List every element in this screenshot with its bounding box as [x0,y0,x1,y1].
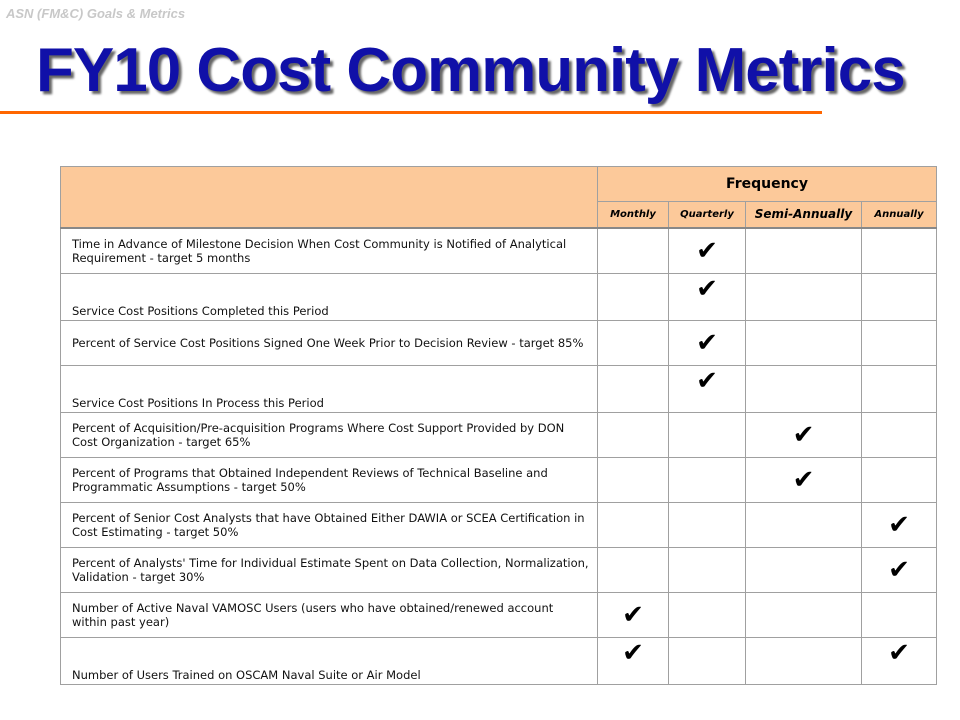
frequency-cell-quarterly [669,228,746,274]
frequency-cell-monthly [598,366,669,413]
frequency-cell-annually [862,458,937,503]
frequency-cell-annually [862,228,937,274]
table-row [61,366,937,413]
frequency-cell-semi-annually [746,638,862,685]
frequency-cell-annually [862,548,937,593]
frequency-cell-quarterly [669,413,746,458]
metrics-body [61,228,937,685]
frequency-cell-monthly [598,638,669,685]
metric-header-blank [61,167,598,229]
table-row [61,638,937,685]
frequency-cell-semi-annually [746,413,862,458]
check-mark-icon: ✔ [622,638,644,668]
frequency-cell-quarterly [669,503,746,548]
frequency-cell-quarterly [669,274,746,321]
check-mark-icon: ✔ [888,510,910,540]
frequency-cell-quarterly [669,458,746,503]
frequency-cell-monthly [598,503,669,548]
metric-label: Service Cost Positions Completed this Period [61,274,598,321]
check-mark-icon: ✔ [792,465,815,495]
frequency-cell-semi-annually [746,593,862,638]
frequency-cell-quarterly [669,366,746,413]
check-mark-icon: ✔ [696,236,718,266]
frequency-cell-monthly [598,413,669,458]
frequency-cell-monthly [598,458,669,503]
table-row [61,228,937,274]
header-note: ASN (FM&C) Goals & Metrics [6,6,186,21]
frequency-cell-monthly [598,228,669,274]
metric-label: Percent of Analysts' Time for Individual Estimate Spent on Data Collection, Normalization, Validation - target 30% [61,548,598,593]
metric-label: Time in Advance of Milestone Decision When Cost Community is Notified of Analytical Requirement - target 5 months [61,228,598,274]
column-header-semi-annually: Semi-Annually [746,201,862,228]
metric-label: Number of Active Naval VAMOSC Users (users who have obtained/renewed account within past year) [61,593,598,638]
check-mark-icon: ✔ [888,555,910,585]
frequency-cell-annually [862,638,937,685]
metric-label: Number of Users Trained on OSCAM Naval Suite or Air Model [61,638,598,685]
metric-label: Percent of Programs that Obtained Independent Reviews of Technical Baseline and Programmatic Assumptions - target 50% [61,458,598,503]
frequency-cell-semi-annually [746,274,862,321]
frequency-cell-monthly [598,321,669,366]
metric-label: Percent of Acquisition/Pre-acquisition Programs Where Cost Support Provided by DON Cost Organization - target 65% [61,413,598,458]
frequency-cell-monthly [598,548,669,593]
table-row [61,413,937,458]
frequency-cell-quarterly [669,321,746,366]
frequency-cell-monthly [598,593,669,638]
frequency-cell-semi-annually [746,503,862,548]
check-mark-icon: ✔ [792,420,815,450]
table-row [61,321,937,366]
frequency-cell-semi-annually [746,458,862,503]
table-row [61,593,937,638]
frequency-cell-monthly [598,274,669,321]
frequency-cell-annually [862,503,937,548]
table-row [61,274,937,321]
title-underline [0,111,822,114]
table-row [61,458,937,503]
metrics-table [60,166,937,685]
frequency-cell-quarterly [669,638,746,685]
frequency-cell-quarterly [669,548,746,593]
table-row [61,503,937,548]
check-mark-icon: ✔ [696,274,718,304]
frequency-cell-quarterly [669,593,746,638]
metric-label: Service Cost Positions In Process this Period [61,366,598,413]
frequency-cell-semi-annually [746,548,862,593]
check-mark-icon: ✔ [696,366,718,396]
column-header-monthly: Monthly [598,201,669,228]
frequency-cell-annually [862,413,937,458]
frequency-cell-annually [862,321,937,366]
page-title: FY10 Cost Community Metrics [36,36,905,105]
column-header-annually: Annually [862,201,937,228]
frequency-cell-annually [862,366,937,413]
frequency-cell-annually [862,274,937,321]
frequency-cell-semi-annually [746,366,862,413]
column-header-quarterly: Quarterly [669,201,746,228]
frequency-cell-semi-annually [746,228,862,274]
frequency-cell-annually [862,593,937,638]
frequency-cell-semi-annually [746,321,862,366]
metric-label: Percent of Senior Cost Analysts that have Obtained Either DAWIA or SCEA Certification in Cost Estimating - target 50% [61,503,598,548]
check-mark-icon: ✔ [622,600,644,630]
frequency-header: Frequency [598,167,937,202]
metric-label: Percent of Service Cost Positions Signed One Week Prior to Decision Review - target 85% [61,321,598,366]
check-mark-icon: ✔ [696,328,718,358]
table-row [61,548,937,593]
check-mark-icon: ✔ [888,638,910,668]
